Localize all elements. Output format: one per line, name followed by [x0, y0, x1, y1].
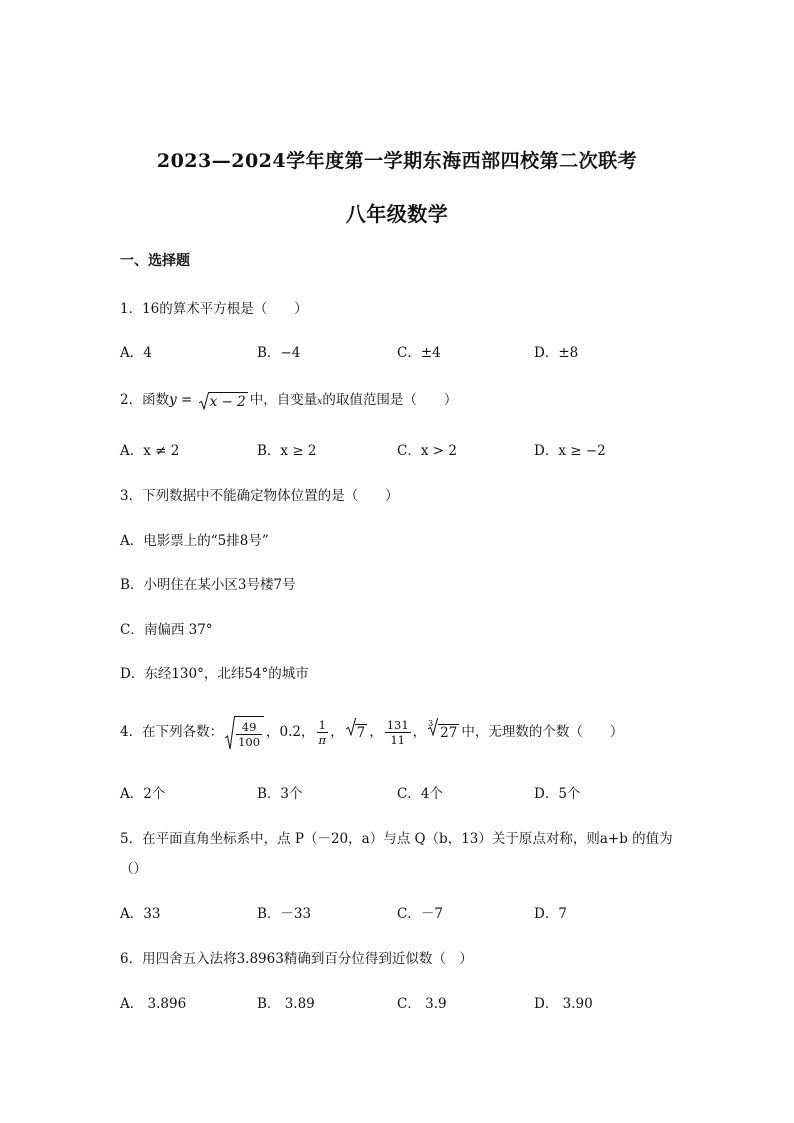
q6-option-c[interactable]: C． 3.9 [397, 996, 447, 1012]
q5-option-d[interactable]: D．7 [534, 906, 567, 922]
q2-option-c[interactable]: C．x > 2 [397, 443, 457, 459]
q4-option-d[interactable]: D．5个 [534, 786, 581, 802]
question-2-stem [120, 388, 457, 410]
q3-option-a[interactable]: A．电影票上的“5排8号” [120, 533, 269, 549]
question-2-options [120, 439, 680, 459]
q4-option-c[interactable]: C．4个 [397, 786, 443, 802]
q4-sqrt-fraction [225, 716, 264, 749]
question-5-stem-line2: （） [120, 861, 147, 877]
radical-sign-icon [346, 718, 356, 736]
question-1-stem: 1．16的算术平方根是（ ） [120, 301, 308, 317]
question-4-stem [120, 716, 623, 750]
radical-sign-icon [225, 716, 235, 750]
question-6-stem: 6．用四舍五入法将3.8963精确到百分位得到近似数（ ） [120, 951, 473, 967]
q6-option-a[interactable]: A． 3.896 [120, 996, 187, 1012]
q3-option-b[interactable]: B．小明住在某小区3号楼7号 [120, 577, 296, 593]
q2-radicand: x − 2 [209, 393, 246, 410]
q4-fraction-131-11: $\frac{131}{11}$ [386, 718, 409, 747]
question-1-options [120, 341, 680, 361]
question-4-options [120, 782, 680, 802]
q2-option-d[interactable]: D．x ≥ −2 [534, 443, 606, 459]
q1-option-c[interactable]: C．±4 [397, 345, 441, 361]
q4-stem-post: 中，无理数的个数（ ） [461, 724, 624, 740]
page-title: 2023—2024学年度第一学期东海西部四校第二次联考 [156, 150, 638, 172]
q5-option-c[interactable]: C．－7 [397, 906, 443, 922]
q3-option-c[interactable]: C．南偏西 37° [120, 622, 213, 638]
question-3-stem: 3．下列数据中不能确定物体位置的是（ ） [120, 488, 399, 504]
q2-stem-pre: 2．函数 [120, 392, 170, 408]
q4-fraction-1-pi: $\frac{1}{\pi}$ [318, 718, 327, 747]
q5-option-a[interactable]: A．33 [120, 906, 161, 922]
q4-sqrt-7: 7 [346, 718, 368, 748]
q4-cbrt-27: 3 27 [428, 718, 458, 741]
q2-stem-mid: 中，自变量 [249, 392, 318, 408]
q2-option-b[interactable]: B．x ≥ 2 [257, 443, 317, 459]
q4-option-b[interactable]: B．3个 [257, 786, 303, 802]
q4-sep-4: ， [412, 724, 427, 740]
q1-option-d[interactable]: D．±8 [534, 345, 579, 361]
q4-option-a[interactable]: A．2个 [120, 786, 166, 802]
radical-sign-icon [199, 392, 209, 410]
question-5-options [120, 902, 680, 922]
q5-option-b[interactable]: B．－33 [257, 906, 312, 922]
q2-func-y: y [169, 392, 177, 408]
q2-sqrt [199, 392, 248, 410]
q2-option-a[interactable]: A．x ≠ 2 [120, 443, 180, 459]
q2-func-eq: = [181, 392, 193, 408]
q6-option-b[interactable]: B． 3.89 [257, 996, 315, 1012]
question-6-options [120, 992, 680, 1012]
section-heading: 一、选择题 [120, 253, 190, 269]
radical-sign-icon [428, 718, 438, 736]
q2-var-x: x [317, 397, 323, 407]
q1-option-a[interactable]: A．4 [120, 345, 152, 361]
question-5-stem-line1: 5．在平面直角坐标系中，点 P（－20，a）与点 Q（b，13）关于原点对称，则a+b 的值为 [120, 831, 673, 847]
q3-option-d[interactable]: D．东经130°，北纬54°的城市 [120, 666, 309, 682]
q6-option-d[interactable]: D． 3.90 [534, 996, 593, 1012]
q4-sep-1: ，0.2， [266, 724, 315, 740]
q4-sep-2: ， [330, 724, 344, 740]
q4-fraction-49-100: $\frac{49}{100}$ [238, 720, 261, 749]
q4-stem-pre: 4．在下列各数： [120, 724, 224, 740]
q1-option-b[interactable]: B．−4 [257, 345, 301, 361]
q2-stem-post: 的取值范围是（ ） [322, 392, 458, 408]
page-subtitle: 八年级数学 [345, 202, 449, 226]
q4-sep-3: ， [369, 724, 383, 740]
